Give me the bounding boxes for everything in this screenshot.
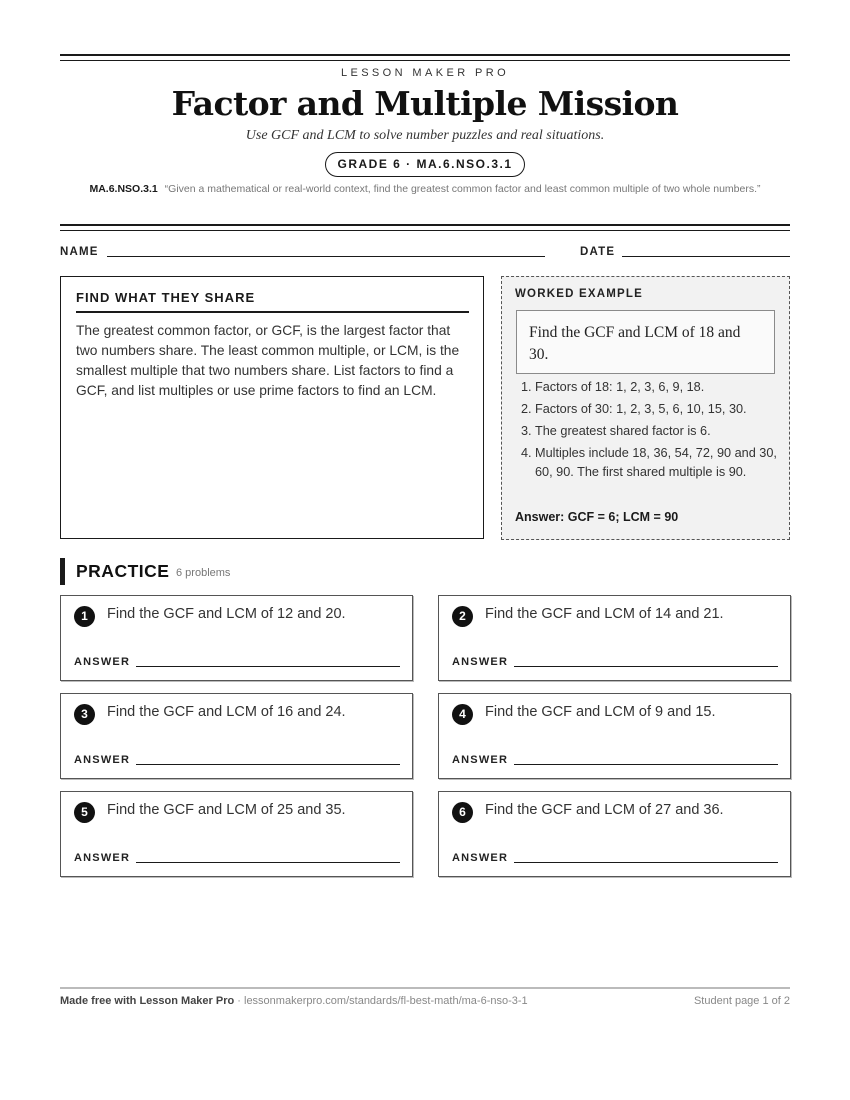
step-text: Factors of 30: 1, 2, 3, 5, 6, 10, 15, 30.: [535, 402, 747, 416]
step-text: The greatest shared factor is 6.: [535, 424, 711, 438]
footer-credit: [60, 995, 528, 1007]
footer-made-with: Made free with Lesson Maker Pro: [60, 995, 235, 1007]
practice-problem-card: [438, 791, 791, 877]
name-label: NAME: [60, 246, 99, 258]
top-double-rule: [60, 54, 790, 61]
problem-text: Find the GCF and LCM of 16 and 24.: [107, 704, 346, 720]
page-title: Factor and Multiple Mission: [171, 84, 679, 123]
problem-number-badge: 5: [74, 802, 95, 823]
brand-name: LESSON MAKER PRO: [340, 67, 510, 79]
answer-label: ANSWER: [452, 852, 509, 864]
answer-label: ANSWER: [74, 754, 131, 766]
step-text: Factors of 18: 1, 2, 3, 6, 9, 18.: [535, 380, 705, 394]
find-panel-heading: FIND WHAT THEY SHARE: [76, 290, 469, 313]
footer-page-number: Student page 1 of 2: [693, 995, 790, 1007]
step-number: 4.: [521, 446, 532, 460]
practice-problem-card: [60, 693, 413, 779]
practice-problem-card: [438, 693, 791, 779]
header-bottom-double-rule: [60, 224, 790, 231]
practice-problem-card: [438, 595, 791, 681]
practice-accent-bar: [60, 558, 65, 585]
problem-number-badge: 1: [74, 606, 95, 627]
answer-field[interactable]: [514, 764, 778, 765]
problem-text: Find the GCF and LCM of 14 and 21.: [485, 606, 724, 622]
answer-label: ANSWER: [74, 852, 131, 864]
practice-count: 6 problems: [176, 567, 231, 579]
worked-step: [515, 378, 777, 397]
page-subtitle: Use GCF and LCM to solve number puzzles and real situations.: [245, 128, 605, 143]
worked-example-panel: [501, 276, 790, 540]
worked-example-answer: Answer: GCF = 6; LCM = 90: [515, 510, 679, 524]
standard-text: “Given a mathematical or real-world context, find the greatest common factor and least common multiple of two whole numbers.”: [164, 183, 761, 195]
problem-number-badge: 4: [452, 704, 473, 725]
answer-field[interactable]: [514, 666, 778, 667]
worked-step: [515, 400, 777, 419]
step-number: 2.: [521, 402, 532, 416]
footer-url[interactable]: · lessonmakerpro.com/standards/fl-best-math/ma-6-nso-3-1: [234, 995, 528, 1007]
problem-number-badge: 2: [452, 606, 473, 627]
answer-field[interactable]: [136, 862, 400, 863]
answer-label: ANSWER: [452, 656, 509, 668]
worked-example-problem: Find the GCF and LCM of 18 and 30.: [516, 310, 775, 374]
answer-label: ANSWER: [74, 656, 131, 668]
problem-text: Find the GCF and LCM of 25 and 35.: [107, 802, 346, 818]
answer-field[interactable]: [136, 666, 400, 667]
answer-field[interactable]: [514, 862, 778, 863]
grade-standard-pill: GRADE 6 · MA.6.NSO.3.1: [325, 152, 525, 177]
standard-code: MA.6.NSO.3.1: [89, 183, 158, 195]
answer-label: ANSWER: [452, 754, 509, 766]
footer-rule: [60, 987, 790, 989]
step-number: 1.: [521, 380, 532, 394]
worked-example-steps: [515, 378, 777, 485]
find-panel-body: The greatest common factor, or GCF, is the largest factor that two numbers share. The least common multiple, or LCM, is the smallest multiple that two numbers share. List factors to find a GCF, and list multiples or use prime factors to find an LCM.: [76, 323, 460, 398]
find-what-they-share-panel: [60, 276, 484, 539]
problem-text: Find the GCF and LCM of 9 and 15.: [485, 704, 716, 720]
worksheet-page: [60, 0, 790, 1100]
practice-title: PRACTICE: [76, 561, 170, 581]
worked-step: [515, 444, 777, 482]
step-text: Multiples include 18, 36, 54, 72, 90 and 30, 60, 90. The first shared multiple is 90.: [535, 446, 777, 479]
problem-number-badge: 3: [74, 704, 95, 725]
problem-text: Find the GCF and LCM of 12 and 20.: [107, 606, 346, 622]
step-number: 3.: [521, 424, 532, 438]
practice-problem-card: [60, 791, 413, 877]
date-label: DATE: [580, 246, 616, 258]
standard-description: [80, 182, 770, 197]
problem-text: Find the GCF and LCM of 27 and 36.: [485, 802, 724, 818]
practice-problem-card: [60, 595, 413, 681]
name-field[interactable]: [107, 256, 545, 257]
problem-number-badge: 6: [452, 802, 473, 823]
worked-example-heading: WORKED EXAMPLE: [515, 288, 643, 300]
answer-field[interactable]: [136, 764, 400, 765]
date-field[interactable]: [622, 256, 790, 257]
worked-step: [515, 422, 777, 441]
